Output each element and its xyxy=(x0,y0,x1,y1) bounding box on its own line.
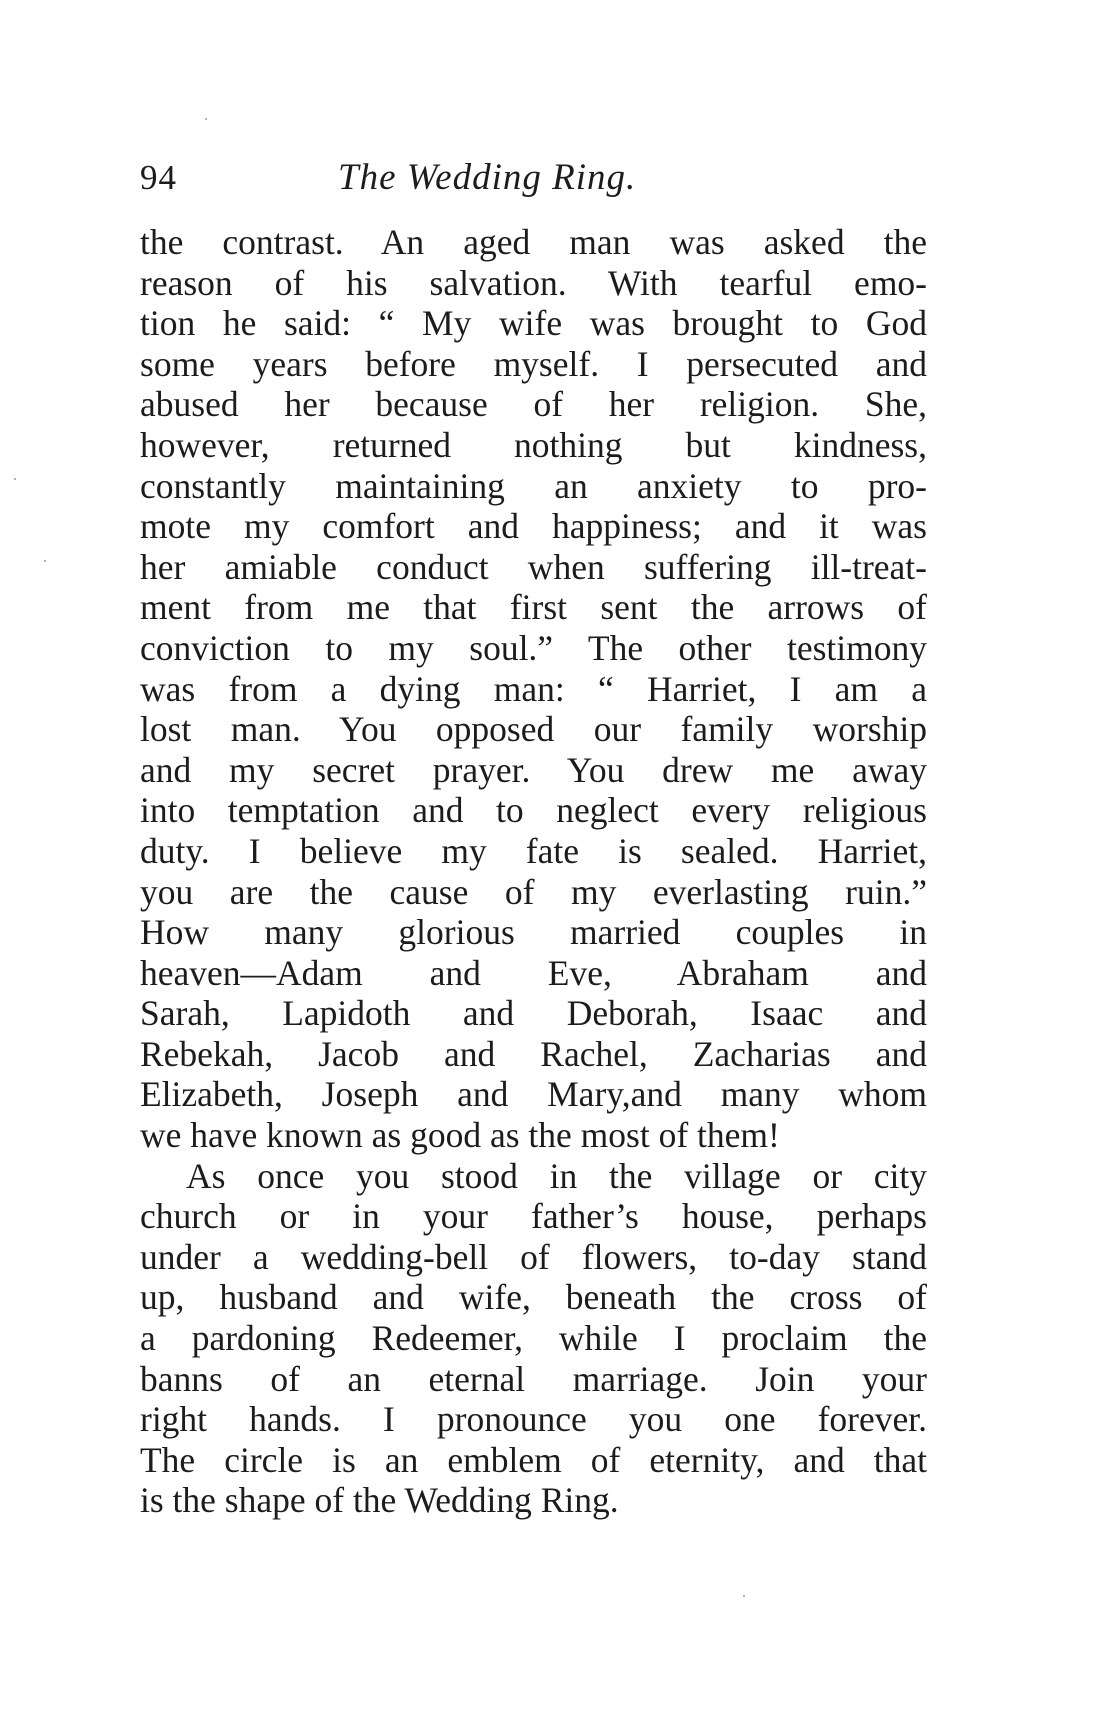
text-line: mote my comfort and happiness; and it was xyxy=(140,506,927,547)
text-line: some years before myself. I persecuted and xyxy=(140,343,927,384)
paper-speck xyxy=(743,1595,745,1597)
text-line: reason of his salvation. With tearful emo- xyxy=(140,262,927,303)
text-line: and my secret prayer. You drew me away xyxy=(140,749,927,790)
text-line: banns of an eternal marriage. Join your xyxy=(140,1358,927,1399)
paper-speck xyxy=(44,560,46,562)
text-line: Sarah, Lapidoth and Deborah, Isaac and xyxy=(140,993,927,1034)
text-line: How many glorious married couples in xyxy=(140,912,927,953)
text-line: into temptation and to neglect every religious xyxy=(140,790,927,831)
text-line: abused her because of her religion. She, xyxy=(140,384,927,425)
running-title: The Wedding Ring. xyxy=(338,157,637,198)
text-line: up, husband and wife, beneath the cross of xyxy=(140,1277,927,1318)
text-line: was from a dying man: “ Harriet, I am a xyxy=(140,668,927,709)
text-line: tion he said: “ My wife was brought to God xyxy=(140,303,927,344)
text-line: lost man. You opposed our family worship xyxy=(140,709,927,750)
text-line: the contrast. An aged man was asked the xyxy=(140,222,927,262)
text-line: under a wedding-bell of flowers, to-day stand xyxy=(140,1236,927,1277)
text-line: right hands. I pronounce you one forever. xyxy=(140,1399,927,1440)
paper-speck xyxy=(205,118,207,120)
text-line: is the shape of the Wedding Ring. xyxy=(140,1480,619,1521)
text-line: we have known as good as the most of them! xyxy=(140,1115,780,1156)
paragraph-first-line: As once you stood in the village or city xyxy=(186,1155,927,1196)
body-text xyxy=(140,222,927,1521)
page-number: 94 xyxy=(140,158,177,197)
text-line: church or in your father’s house, perhaps xyxy=(140,1196,927,1237)
text-line: The circle is an emblem of eternity, and that xyxy=(140,1439,927,1480)
text-line: duty. I believe my fate is sealed. Harriet, xyxy=(140,830,927,871)
paper-speck xyxy=(14,478,16,480)
text-line: heaven—Adam and Eve, Abraham and xyxy=(140,952,927,993)
text-line: conviction to my soul.” The other testimony xyxy=(140,627,927,668)
text-line: however, returned nothing but kindness, xyxy=(140,424,927,465)
text-line: constantly maintaining an anxiety to pro- xyxy=(140,465,927,506)
text-line: Rebekah, Jacob and Rachel, Zacharias and xyxy=(140,1033,927,1074)
text-line: Elizabeth, Joseph and Mary,and many whom xyxy=(140,1074,927,1115)
text-line: you are the cause of my everlasting ruin.” xyxy=(140,871,927,912)
text-line: her amiable conduct when suffering ill-treat- xyxy=(140,546,927,587)
page-header xyxy=(140,150,940,206)
text-line: ment from me that first sent the arrows of xyxy=(140,587,927,628)
text-line: a pardoning Redeemer, while I proclaim the xyxy=(140,1318,927,1359)
